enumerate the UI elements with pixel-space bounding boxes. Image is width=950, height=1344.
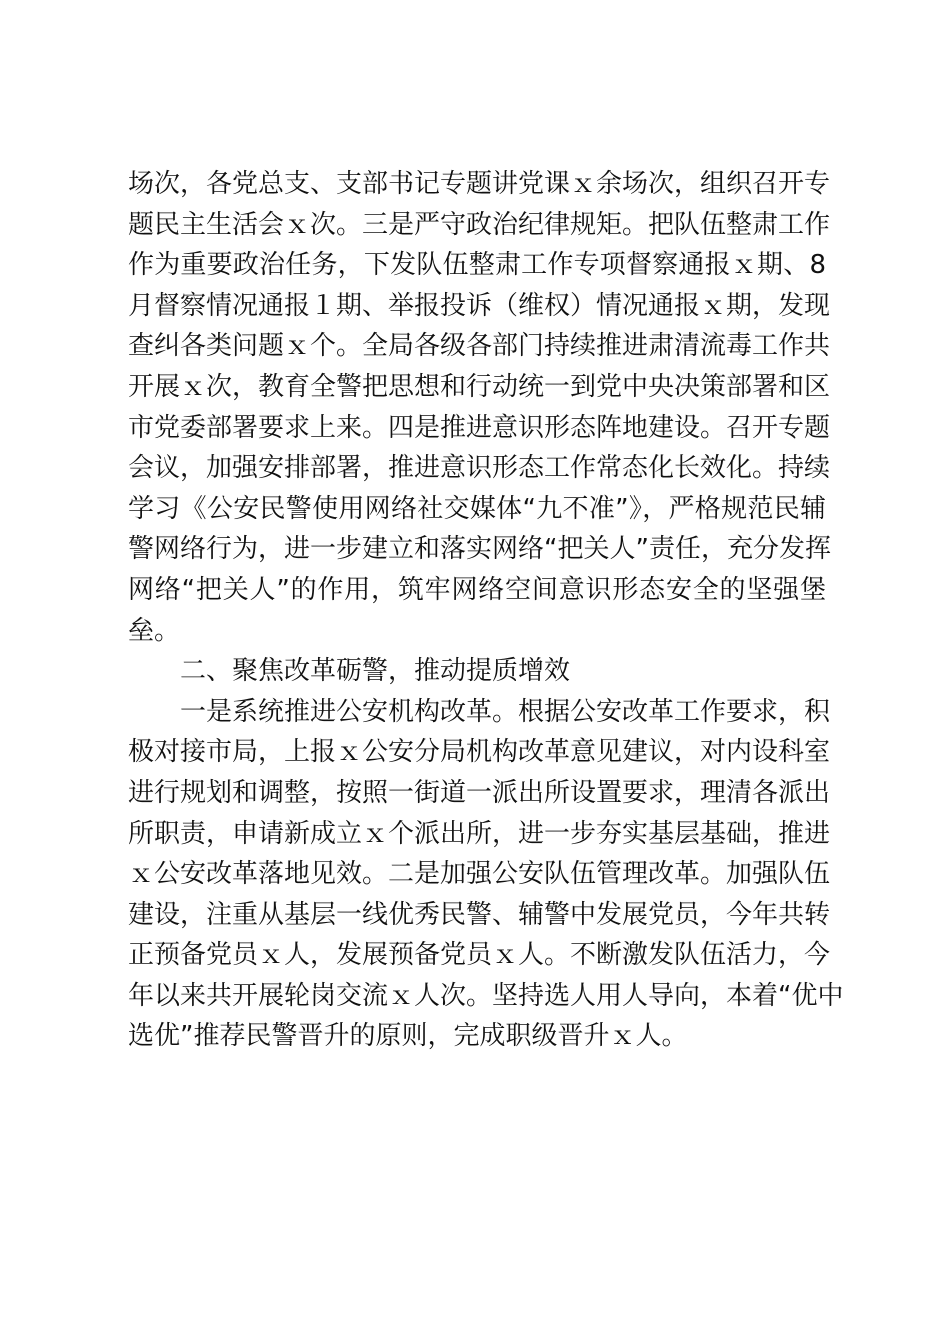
text-line: ｘ公安改革落地见效。二是加强公安队伍管理改革。加强队伍 [128, 859, 831, 890]
text-line: 警网络行为，进一步建立和落实网络“把关人”责任，充分发挥 [128, 534, 831, 565]
text-line: 场次，各党总支、支部书记专题讲党课ｘ余场次，组织召开专 [128, 169, 831, 199]
text-line: 年以来共开展轮岗交流ｘ人次。坚持选人用人导向，本着“优中 [128, 980, 844, 1011]
text-line: 会议，加强安排部署，推进意识形态工作常态化长效化。持续 [128, 453, 831, 484]
text-line: 一是系统推进公安机构改革。根据公安改革工作要求，积 [180, 696, 831, 727]
text-line: 查纠各类问题ｘ个。全局各级各部门持续推进肃清流毒工作共 [128, 331, 831, 362]
text-line: 学习《公安民警使用网络社交媒体“九不准”》，严格规范民辅 [128, 493, 826, 524]
text-line: 进行规划和调整，按照一街道一派出所设置要求，理清各派出 [128, 777, 831, 808]
text-line: 网络“把关人”的作用，筑牢网络空间意识形态安全的坚强堡 [128, 574, 826, 605]
text-line: 极对接市局，上报ｘ公安分局机构改革意见建议，对内设科室 [128, 737, 831, 768]
text-line: 选优”推荐民警晋升的原则，完成职级晋升ｘ人。 [128, 1021, 688, 1052]
text-line: 建设，注重从基层一线优秀民警、辅警中发展党员，今年共转 [128, 899, 831, 930]
paragraph-reform [128, 692, 844, 1057]
document-body [128, 164, 844, 1057]
text-line: 月督察情况通报１期、举报投诉（维权）情况通报ｘ期，发现 [128, 290, 831, 321]
text-line: 所职责，申请新成立ｘ个派出所，进一步夯实基层基础，推进 [128, 818, 831, 849]
section-heading: 二、聚焦改革砺警，推动提质增效 [180, 656, 571, 687]
text-line: 开展ｘ次，教育全警把思想和行动统一到党中央决策部署和区 [128, 371, 831, 402]
text-line: 市党委部署要求上来。四是推进意识形态阵地建设。召开专题 [128, 412, 831, 443]
text-line: 作为重要政治任务，下发队伍整肃工作专项督察通报ｘ期、8 [128, 250, 826, 281]
paragraph-party-discipline [128, 164, 831, 651]
text-line: 垒。 [128, 615, 181, 646]
text-line: 正预备党员ｘ人，发展预备党员ｘ人。不断激发队伍活力，今 [128, 940, 831, 971]
text-line: 题民主生活会ｘ次。三是严守政治纪律规矩。把队伍整肃工作 [128, 209, 831, 240]
